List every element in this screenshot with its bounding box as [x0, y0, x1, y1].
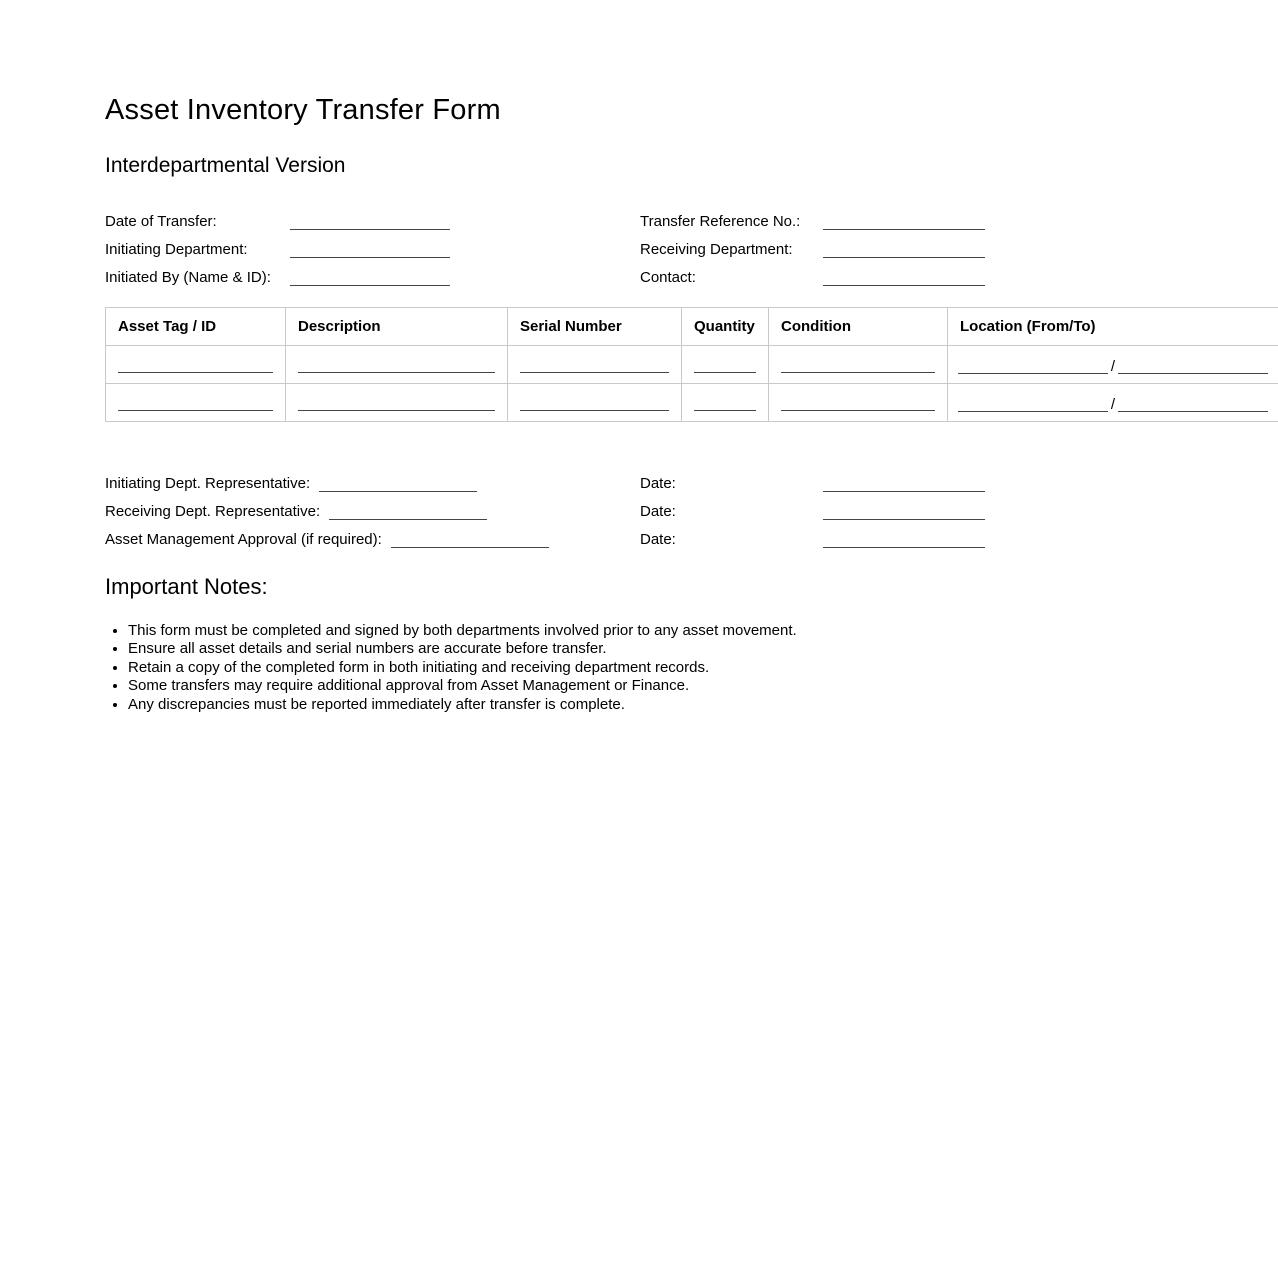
transfer-meta-fields: [105, 202, 1278, 286]
meta-row-3: [105, 258, 1278, 286]
date-label: Date:: [640, 503, 676, 520]
location-cell: [948, 346, 1278, 384]
col-header-description: Description: [286, 308, 508, 346]
serial-number-blank: [520, 410, 669, 411]
asset-tag-cell: [106, 384, 286, 422]
initiating-representative-label: Initiating Dept. Representative:: [105, 475, 311, 492]
contact-label: Contact:: [640, 269, 696, 286]
receiving-representative-label: Receiving Dept. Representative:: [105, 503, 321, 520]
asset-table: [105, 307, 1278, 422]
quantity-blank: [694, 372, 756, 373]
transfer-reference-no-blank: [823, 212, 985, 230]
initiated-by-label: Initiated By (Name & ID):: [105, 269, 271, 286]
meta-row-1: [105, 202, 1278, 230]
slash-separator: /: [1110, 396, 1116, 413]
quantity-cell: [682, 346, 769, 384]
serial-number-cell: [508, 346, 682, 384]
col-header-location: Location (From/To): [948, 308, 1278, 346]
receiving-department-label: Receiving Department:: [640, 241, 793, 258]
signature-row-asset-management: [105, 520, 1278, 548]
signature-row-receiving: [105, 492, 1278, 520]
notes-list: [105, 622, 1278, 714]
col-header-serial-number: Serial Number: [508, 308, 682, 346]
initiating-representative-blank: [319, 474, 477, 492]
date-of-transfer-blank: [290, 212, 450, 230]
description-cell: [286, 346, 508, 384]
signature-section: [105, 464, 1278, 548]
description-blank: [298, 372, 495, 373]
asset-management-date-blank: [823, 530, 985, 548]
serial-number-cell: [508, 384, 682, 422]
slash-separator: /: [1110, 358, 1116, 375]
note-item-2: • Ensure all asset details and serial numbers are accurate before transfer.: [128, 640, 1278, 658]
initiating-department-label: Initiating Department:: [105, 241, 248, 258]
asset-management-approval-label: Asset Management Approval (if required):: [105, 531, 382, 548]
location-to-blank: [1118, 398, 1268, 412]
receiving-department-blank: [823, 240, 985, 258]
location-to-blank: [1118, 360, 1268, 374]
notes-heading: Important Notes:: [105, 574, 268, 599]
receiving-date-blank: [823, 502, 985, 520]
meta-row-2: [105, 230, 1278, 258]
signature-left-zone: [105, 530, 640, 548]
note-item-5: • Any discrepancies must be reported immediately after transfer is complete.: [128, 696, 1278, 714]
initiated-by-blank: [290, 268, 450, 286]
asset-management-approval-blank: [391, 530, 549, 548]
initiating-department-blank: [290, 240, 450, 258]
description-cell: [286, 384, 508, 422]
location-from-blank: [958, 360, 1108, 374]
note-item-4: • Some transfers may require additional approval from Asset Management or Finance.: [128, 677, 1278, 695]
date-label: Date:: [640, 475, 676, 492]
condition-cell: [769, 384, 948, 422]
signature-row-initiating: [105, 464, 1278, 492]
condition-blank: [781, 410, 935, 411]
date-label: Date:: [640, 531, 676, 548]
transfer-reference-no-label: Transfer Reference No.:: [640, 213, 801, 230]
location-from-to: [958, 360, 1268, 383]
col-header-quantity: Quantity: [682, 308, 769, 346]
quantity-blank: [694, 410, 756, 411]
asset-table-row-2: [106, 384, 1278, 422]
asset-tag-blank: [118, 410, 273, 411]
asset-table-header-row: [106, 308, 1278, 346]
asset-tag-blank: [118, 372, 273, 373]
location-from-to: [958, 398, 1268, 421]
page-subtitle: Interdepartmental Version: [105, 154, 346, 177]
note-item-1: • This form must be completed and signed by both departments involved prior to any asset movement.: [128, 622, 1278, 640]
signature-left-zone: [105, 502, 640, 520]
col-header-asset-tag: Asset Tag / ID: [106, 308, 286, 346]
col-header-condition: Condition: [769, 308, 948, 346]
serial-number-blank: [520, 372, 669, 373]
initiating-date-blank: [823, 474, 985, 492]
condition-blank: [781, 372, 935, 373]
location-from-blank: [958, 398, 1108, 412]
receiving-representative-blank: [329, 502, 487, 520]
date-of-transfer-label: Date of Transfer:: [105, 213, 217, 230]
description-blank: [298, 410, 495, 411]
contact-blank: [823, 268, 985, 286]
note-item-3: • Retain a copy of the completed form in both initiating and receiving department records.: [128, 659, 1278, 677]
asset-table-row-1: [106, 346, 1278, 384]
quantity-cell: [682, 384, 769, 422]
signature-left-zone: [105, 474, 640, 492]
asset-tag-cell: [106, 346, 286, 384]
location-cell: [948, 384, 1278, 422]
page-title: Asset Inventory Transfer Form: [105, 94, 501, 126]
condition-cell: [769, 346, 948, 384]
